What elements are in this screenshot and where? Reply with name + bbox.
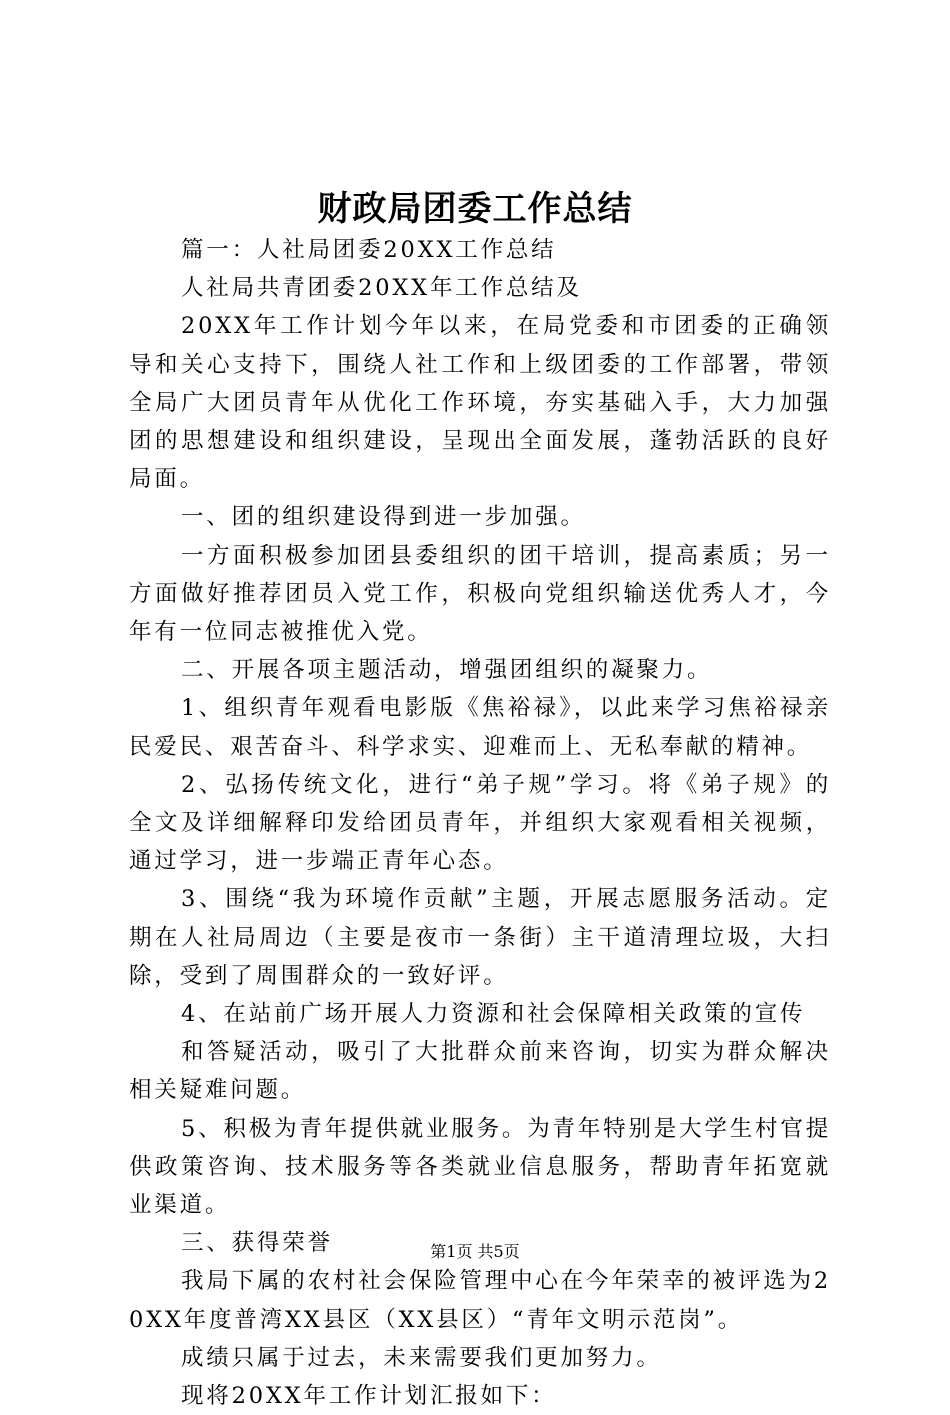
paragraph-3: 20XX年工作计划今年以来，在局党委和市团委的正确领导和关心支持下，围绕人社工作和上级团委的工作部署，带领全局广大团员青年从优化工作环境，夯实基础入手，大力加强团的思想建设和组织建设，呈现出全面发展，蓬勃活跃的良好局面。	[129, 313, 831, 493]
paragraph-15: 成绩只属于过去，未来需要我们更加努力。	[181, 1344, 662, 1371]
paragraph-2: 人社局共青团委20XX年工作总结及	[181, 275, 582, 302]
page-footer: 第1页 共5页	[430, 1242, 520, 1261]
paragraph-14: 我局下属的农村社会保险管理中心在今年荣幸的被评选为20XX年度普湾XX县区（XX县区）“青年文明示范岗”。	[129, 1268, 831, 1333]
paragraph-11: 和答疑活动，吸引了大批群众前来咨询，切实为群众解决相关疑难问题。	[129, 1039, 831, 1104]
paragraph-12: 5、积极为青年提供就业服务。为青年特别是大学生村官提供政策咨询、技术服务等各类就业信息服务，帮助青年拓宽就业渠道。	[129, 1115, 831, 1219]
paragraph-6: 二、开展各项主题活动，增强团组织的凝聚力。	[181, 657, 713, 684]
paragraph-4: 一、团的组织建设得到进一步加强。	[181, 504, 586, 531]
document-body	[129, 231, 831, 1415]
paragraph-10: 4、在站前广场开展人力资源和社会保障相关政策的宣传	[181, 1001, 806, 1028]
paragraph-7: 1、组织青年观看电影版《焦裕禄》，以此来学习焦裕禄亲民爱民、艰苦奋斗、科学求实、迎难而上、无私奉献的精神。	[129, 695, 831, 760]
paragraph-13: 三、获得荣誉	[181, 1230, 333, 1257]
paragraph-5: 一方面积极参加团县委组织的团干培训，提高素质；另一方面做好推荐团员入党工作，积极向党组织输送优秀人才，今年有一位同志被推优入党。	[129, 542, 831, 646]
paragraph-9: 3、围绕“我为环境作贡献”主题，开展志愿服务活动。定期在人社局周边（主要是夜市一条街）主干道清理垃圾，大扫除，受到了周围群众的一致好评。	[129, 886, 831, 989]
paragraph-1: 篇一：人社局团委20XX工作总结	[181, 237, 557, 263]
paragraph-16: 现将20XX年工作计划汇报如下：	[181, 1383, 557, 1410]
document-title: 财政局团委工作总结	[317, 189, 633, 229]
paragraph-8: 2、弘扬传统文化，进行“弟子规”学习。将《弟子规》的全文及详细解释印发给团员青年，并组织大家观看相关视频，通过学习，进一步端正青年心态。	[129, 771, 831, 875]
